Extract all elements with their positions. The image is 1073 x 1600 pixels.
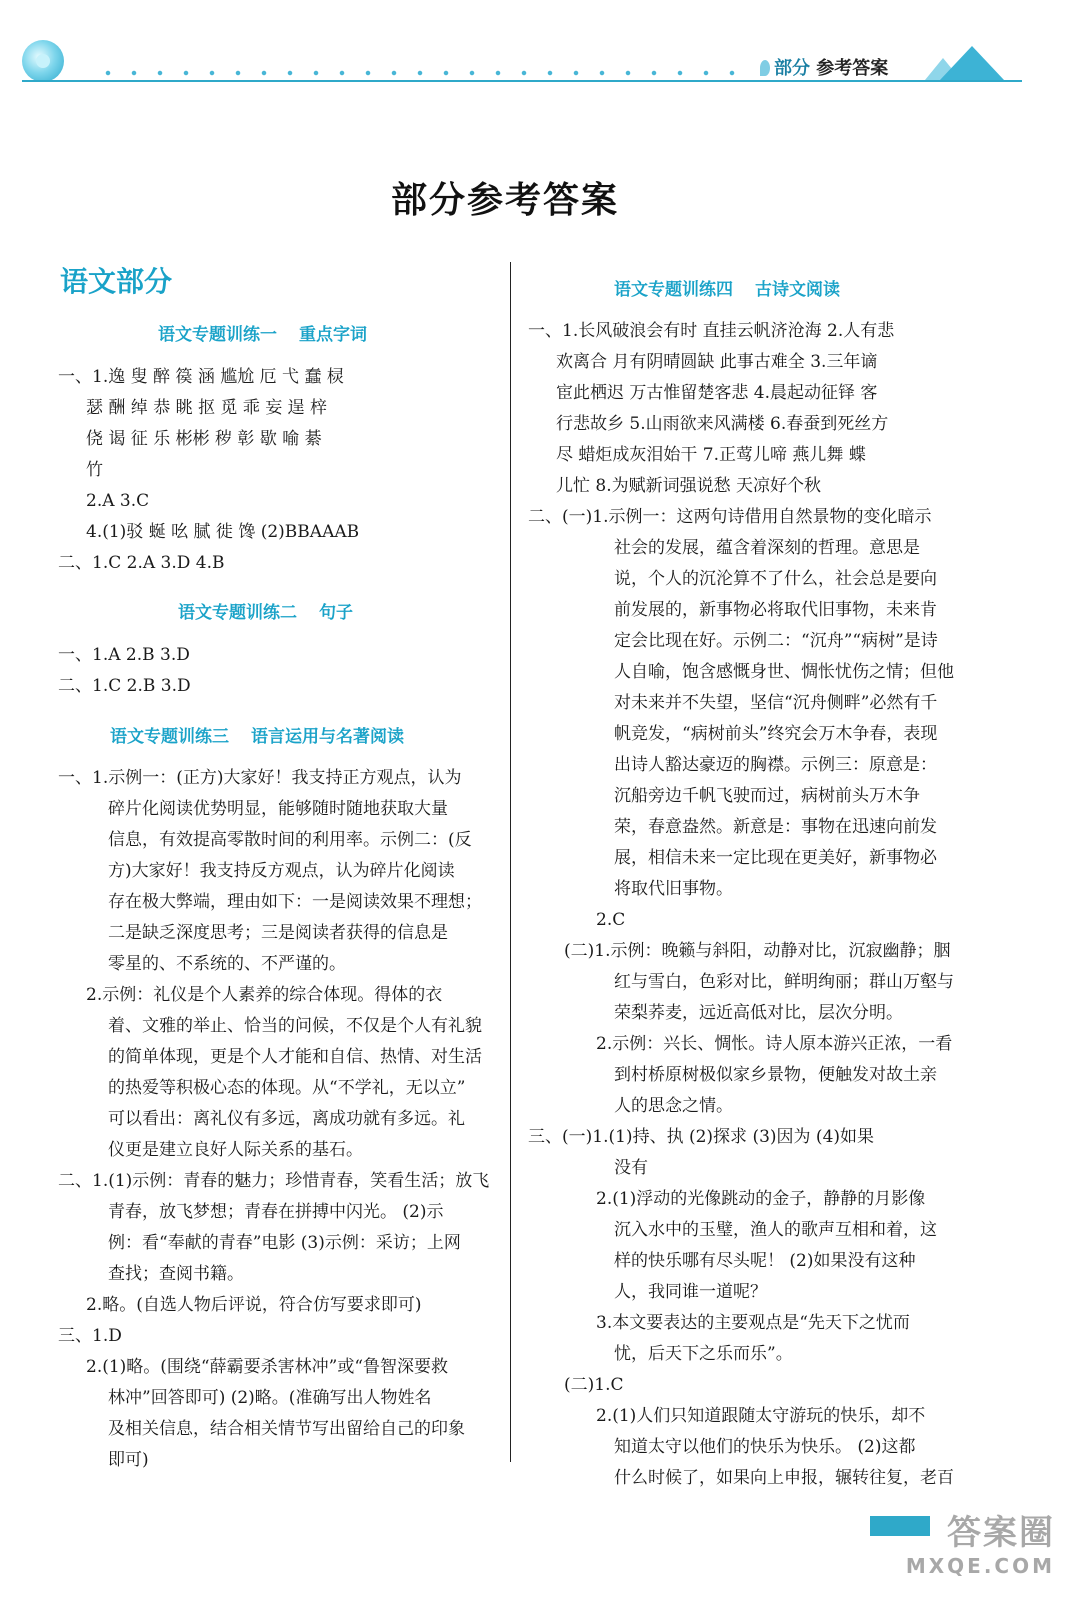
answer-line: 荣，春意盎然。新意是：事物在迅速向前发 bbox=[614, 817, 937, 837]
answer-line: 红与雪白，色彩对比，鲜明绚丽；群山万壑与 bbox=[614, 972, 954, 992]
answer-line: 2.(1)浮动的光像跳动的金子，静静的月影像 bbox=[596, 1189, 926, 1209]
answer-line: 信息，有效提高零散时间的利用率。示例二：(反 bbox=[108, 830, 472, 850]
answer-line: 4.(1)驳 蜒 吆 腻 徙 馋 (2)BBAAAB bbox=[86, 522, 360, 542]
answer-line: 宦此栖迟 万古惟留楚客悲 4.晨起动征铎 客 bbox=[556, 383, 878, 403]
answer-line: 帆竞发，“病树前头”终究会万木争春，表现 bbox=[614, 724, 938, 744]
answer-line: 知道太守以他们的快乐为快乐。 (2)这都 bbox=[614, 1437, 916, 1457]
header-title bbox=[760, 54, 888, 80]
answer-line: 样的快乐哪有尽头呢！ (2)如果没有这种 bbox=[614, 1251, 916, 1271]
answer-line: 什么时候了，如果向上申报，辗转往复，老百 bbox=[614, 1468, 954, 1488]
page-title: 部分参考答案 bbox=[390, 180, 619, 221]
answer-line: 2.(1)略。(围绕“薛霸要杀害林冲”或“鲁智深要救 bbox=[86, 1357, 449, 1377]
mountain-icon bbox=[940, 46, 1004, 80]
answer-line: 说，个人的沉沦算不了什么，社会总是要向 bbox=[614, 569, 937, 589]
answer-line: 2.C bbox=[596, 910, 626, 930]
answer-line: 没有 bbox=[614, 1158, 648, 1178]
answer-line: 存在极大弊端，理由如下：一是阅读效果不理想； bbox=[108, 892, 482, 912]
unit3-title bbox=[110, 722, 404, 747]
answer-line: 二、1.C 2.A 3.D 4.B bbox=[58, 553, 225, 573]
unit1-title-a: 语文专题训练一 bbox=[158, 325, 277, 345]
answer-line: 一、1.长风破浪会有时 直挂云帆济沧海 2.人有悲 bbox=[528, 321, 895, 341]
answer-line: 尽 蜡炬成灰泪始干 7.正莺儿啼 燕儿舞 蝶 bbox=[556, 445, 866, 465]
answer-line: 着、文雅的举止、恰当的问候，不仅是个人有礼貌 bbox=[108, 1016, 482, 1036]
answer-line: 侥 谒 征 乐 彬彬 秽 彰 歇 喻 綦 bbox=[86, 429, 322, 449]
answer-line: 沉入水中的玉璧，渔人的歌声互相和着，这 bbox=[614, 1220, 937, 1240]
answer-line: 竹 bbox=[86, 460, 103, 480]
answer-line: 忧，后天下之乐而乐”。 bbox=[614, 1344, 793, 1364]
answer-line: 2.示例：礼仪是个人素养的综合体现。得体的衣 bbox=[86, 985, 443, 1005]
column-divider bbox=[510, 262, 511, 1462]
circle-logo-icon bbox=[22, 40, 64, 82]
answer-line: 社会的发展，蕴含着深刻的哲理。意思是 bbox=[614, 538, 920, 558]
answer-line: 出诗人豁达豪迈的胸襟。示例三：原意是： bbox=[614, 755, 937, 775]
answer-line: 沉船旁边千帆飞驶而过，病树前头万木争 bbox=[614, 786, 920, 806]
answer-line: 到村桥原树极似家乡景物，便触发对故土亲 bbox=[614, 1065, 937, 1085]
answer-line: 的热爱等积极心态的体现。从“不学礼，无以立” bbox=[108, 1078, 466, 1098]
answer-line: 欢离合 月有阴晴圆缺 此事古难全 3.三年谪 bbox=[556, 352, 878, 372]
answer-line: 2.略。(自选人物后评说，符合仿写要求即可) bbox=[86, 1295, 422, 1315]
answer-line: 荣梨荞麦，远近高低对比，层次分明。 bbox=[614, 1003, 903, 1023]
answer-line: 及相关信息，结合相关情节写出留给自己的印象 bbox=[108, 1419, 465, 1439]
answer-line: 碎片化阅读优势明显，能够随时随地获取大量 bbox=[108, 799, 448, 819]
answer-line: 将取代旧事物。 bbox=[614, 879, 733, 899]
header-title-part2: 参考答案 bbox=[816, 58, 889, 79]
answer-line: 二、1.C 2.B 3.D bbox=[58, 676, 191, 696]
answer-line: 人，我同谁一道呢？ bbox=[614, 1282, 767, 1302]
answer-line: 一、1.示例一：(正方)大家好！我支持正方观点，认为 bbox=[58, 768, 462, 788]
answer-line: 三、(一)1.(1)持、执 (2)探求 (3)因为 (4)如果 bbox=[528, 1127, 875, 1147]
answer-line: 林冲”回答即可) (2)略。(准确写出人物姓名 bbox=[108, 1388, 432, 1408]
answer-line: 前发展的，新事物必将取代旧事物，未来肯 bbox=[614, 600, 937, 620]
answer-line: 仪更是建立良好人际关系的基石。 bbox=[108, 1140, 363, 1160]
answer-line: 2.示例：兴长、惆怅。诗人原本游兴正浓，一看 bbox=[596, 1034, 953, 1054]
unit1-title-b: 重点字词 bbox=[299, 325, 367, 345]
answer-line: (二)1.示例：晚籁与斜阳，动静对比，沉寂幽静；胭 bbox=[564, 941, 951, 961]
answer-line: 3.本文要表达的主要观点是“先天下之忧而 bbox=[596, 1313, 910, 1333]
dotted-decoration bbox=[95, 70, 735, 76]
unit1-title bbox=[158, 320, 367, 345]
answer-line: 可以看出：离礼仪有多远，离成功就有多远。礼 bbox=[108, 1109, 465, 1129]
answer-line: 青春，放飞梦想；青春在拼搏中闪光。 (2)示 bbox=[108, 1202, 444, 1222]
unit3-title-b: 语言运用与名著阅读 bbox=[251, 727, 404, 747]
answer-line: 展，相信未来一定比现在更美好，新事物必 bbox=[614, 848, 937, 868]
answer-line: 定会比现在好。示例二：“沉舟”“病树”是诗 bbox=[614, 631, 938, 651]
answer-line: 一、1.逸 叟 醉 篌 涵 尴尬 厄 弋 蠢 棂 bbox=[58, 367, 344, 387]
answer-line: 例：看“奉献的青春”电影 (3)示例：采访；上网 bbox=[108, 1233, 461, 1253]
answer-line: 二、1.(1)示例：青春的魅力；珍惜青春，笑看生活；放飞 bbox=[58, 1171, 490, 1191]
header-title-part1: 部分 bbox=[774, 58, 810, 79]
unit2-title-a: 语文专题训练二 bbox=[178, 603, 297, 623]
answer-line: 人的思念之情。 bbox=[614, 1096, 733, 1116]
answer-line: 对未来并不失望，坚信“沉舟侧畔”必然有千 bbox=[614, 693, 938, 713]
answer-line: (二)1.C bbox=[564, 1375, 624, 1395]
answer-line: 三、1.D bbox=[58, 1326, 122, 1346]
page-header bbox=[0, 0, 1073, 100]
answer-line: 行悲故乡 5.山雨欲来风满楼 6.春蚕到死丝方 bbox=[556, 414, 889, 434]
answer-line: 2.A 3.C bbox=[86, 491, 150, 511]
answer-line: 2.(1)人们只知道跟随太守游玩的快乐，却不 bbox=[596, 1406, 926, 1426]
answer-line: 人自喻，饱含感慨身世、惆怅忧伤之情；但他 bbox=[614, 662, 954, 682]
unit2-title-b: 句子 bbox=[319, 603, 353, 623]
unit4-title-a: 语文专题训练四 bbox=[614, 280, 733, 300]
answer-line: 二、(一)1.示例一：这两句诗借用自然景物的变化暗示 bbox=[528, 507, 932, 527]
section-heading: 语文部分 bbox=[60, 265, 173, 298]
answer-line: 一、1.A 2.B 3.D bbox=[58, 645, 190, 665]
answer-line: 儿忙 8.为赋新词强说愁 天凉好个秋 bbox=[556, 476, 822, 496]
watermark-line1: 答案圈 bbox=[947, 1513, 1055, 1553]
answer-line: 方)大家好！我支持反方观点，认为碎片化阅读 bbox=[108, 861, 455, 881]
watermark bbox=[906, 1505, 1055, 1578]
unit4-title bbox=[614, 275, 840, 300]
unit2-title bbox=[178, 598, 353, 623]
header-rule bbox=[22, 80, 1022, 82]
answer-line: 即可) bbox=[108, 1450, 149, 1470]
answer-line: 二是缺乏深度思考；三是阅读者获得的信息是 bbox=[108, 923, 448, 943]
answer-line: 查找；查阅书籍。 bbox=[108, 1264, 244, 1284]
answer-line: 零星的、不系统的、不严谨的。 bbox=[108, 954, 346, 974]
unit4-title-b: 古诗文阅读 bbox=[755, 280, 840, 300]
leaf-icon bbox=[760, 60, 770, 76]
answer-line: 瑟 酬 绰 恭 眺 抠 觅 乖 妄 逞 梓 bbox=[86, 398, 328, 418]
unit3-title-a: 语文专题训练三 bbox=[110, 727, 229, 747]
answer-line: 的简单体现，更是个人才能和自信、热情、对生活 bbox=[108, 1047, 482, 1067]
watermark-line2: MXQE.COM bbox=[905, 1554, 1055, 1578]
